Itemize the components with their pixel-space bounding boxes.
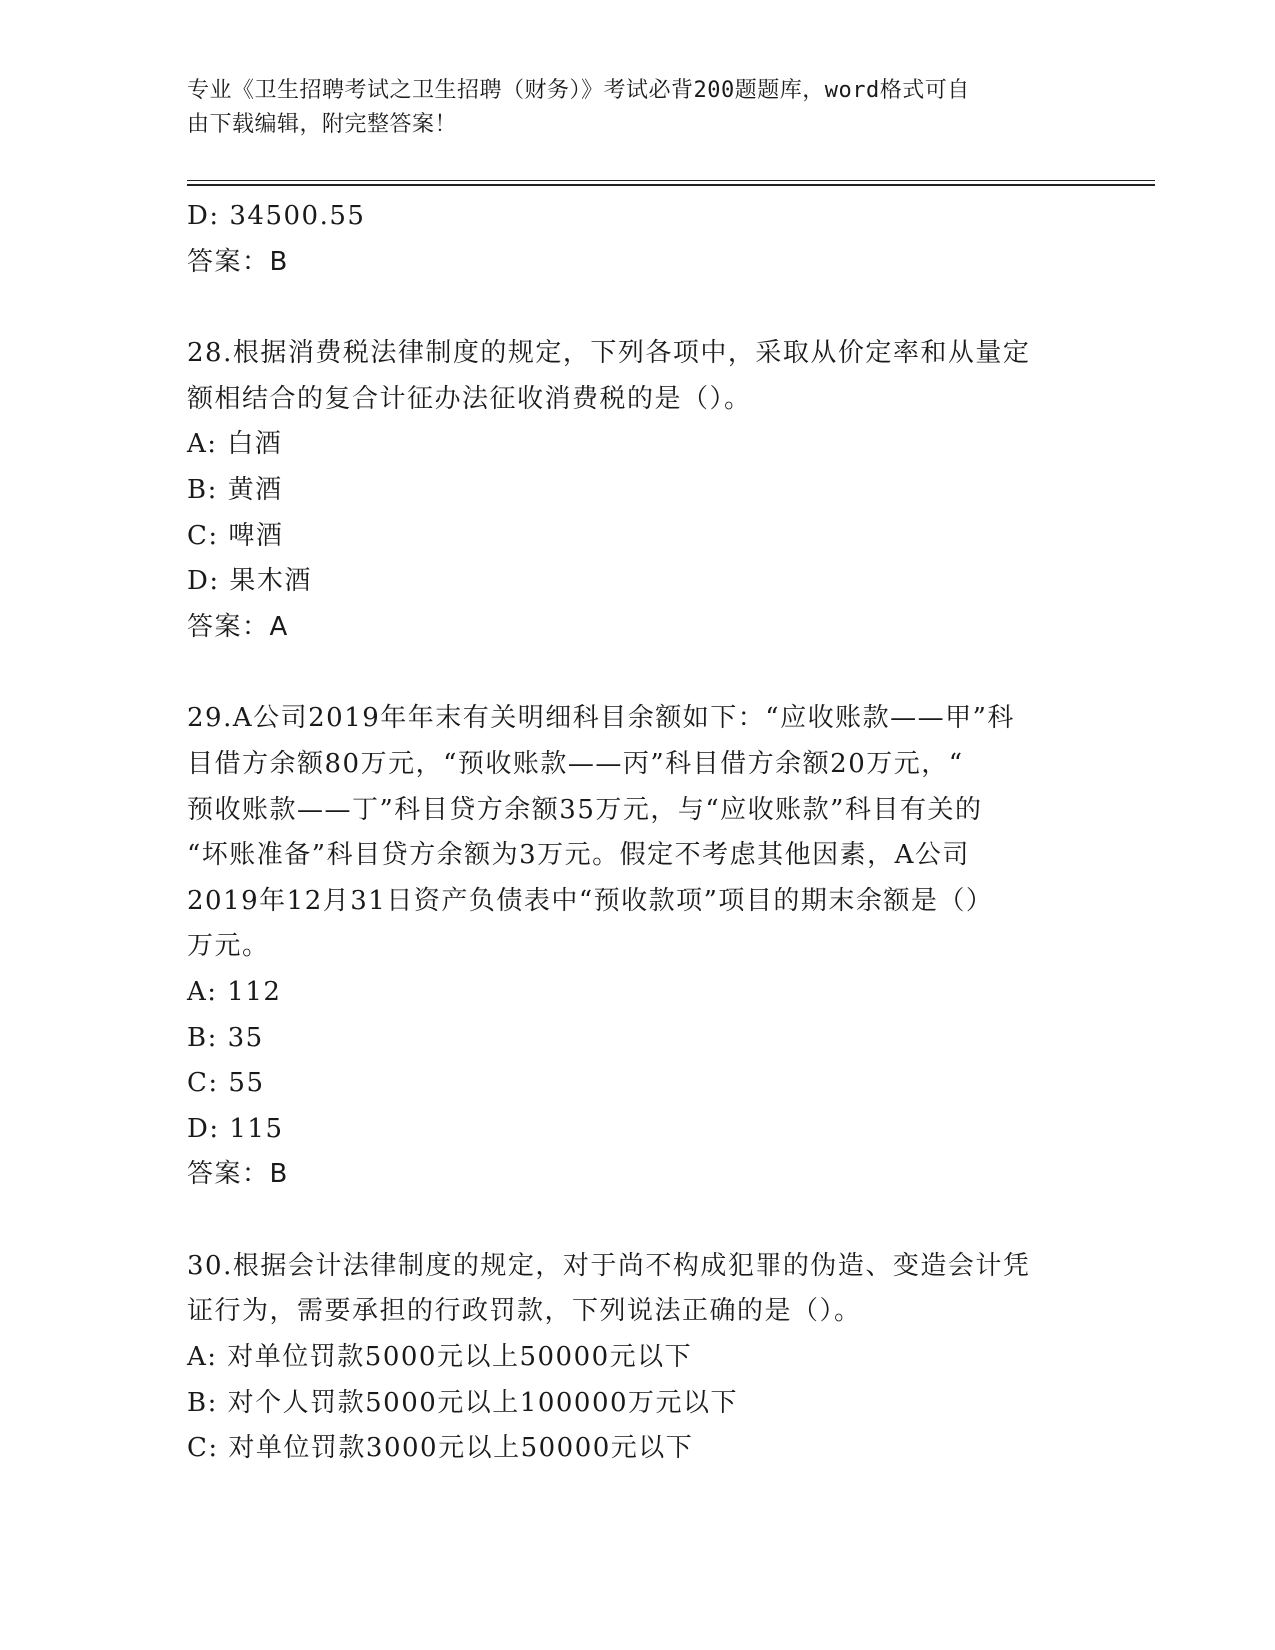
option-a: A: 白酒 xyxy=(187,429,283,460)
option-c: C: 对单位罚款3000元以上50000元以下 xyxy=(187,1433,694,1464)
question-30 xyxy=(187,1244,1087,1472)
spacer xyxy=(187,650,1087,696)
question-text-line: 目借方余额80万元，“预收账款——丙”科目借方余额20万元，“ xyxy=(187,748,964,779)
question-29 xyxy=(187,696,1087,1198)
header-line-1: 专业《卫生招聘考试之卫生招聘（财务）》考试必背200题题库，word格式可自 xyxy=(187,78,970,103)
document-body xyxy=(187,194,1087,1472)
option-b: B: 35 xyxy=(187,1022,264,1053)
option-d: D: 果木酒 xyxy=(187,566,312,597)
option-b: B: 黄酒 xyxy=(187,474,283,505)
spacer xyxy=(187,285,1087,331)
option-b: B: 对个人罚款5000元以上100000万元以下 xyxy=(187,1387,739,1418)
option-a: A: 112 xyxy=(187,976,282,1007)
question-text-line: “坏账准备”科目贷方余额为3万元。假定不考虑其他因素，A公司 xyxy=(187,840,970,871)
option-d: D: 115 xyxy=(187,1113,284,1144)
option-a: A: 对单位罚款5000元以上50000元以下 xyxy=(187,1342,693,1373)
document-header xyxy=(187,74,1067,142)
header-divider-thick xyxy=(187,184,1155,186)
header-divider-thin xyxy=(187,180,1155,181)
answer-line: 答案：B xyxy=(187,1159,289,1190)
question-text-line: 额相结合的复合计征办法征收消费税的是（）。 xyxy=(187,383,752,414)
question-text-line: 28.根据消费税法律制度的规定，下列各项中，采取从价定率和从量定 xyxy=(187,338,1031,369)
question-28 xyxy=(187,331,1087,650)
question-text-line: 30.根据会计法律制度的规定，对于尚不构成犯罪的伪造、变造会计凭 xyxy=(187,1250,1031,1281)
question-text-line: 2019年12月31日资产负债表中“预收款项”项目的期末余额是（） xyxy=(187,885,994,916)
question-text-line: 证行为，需要承担的行政罚款，下列说法正确的是（）。 xyxy=(187,1296,862,1327)
answer-line: 答案：B xyxy=(187,246,289,277)
header-line-2: 由下载编辑，附完整答案！ xyxy=(187,112,458,137)
option-c: C: 啤酒 xyxy=(187,520,284,551)
answer-line: 答案：A xyxy=(187,611,289,642)
question-text-line: 预收账款——丁”科目贷方余额35万元，与“应收账款”科目有关的 xyxy=(187,794,983,825)
option-d: D: 34500.55 xyxy=(187,201,366,231)
question-text-line: 万元。 xyxy=(187,931,270,962)
spacer xyxy=(187,1198,1087,1244)
option-c: C: 55 xyxy=(187,1068,265,1099)
question-text-line: 29.A公司2019年年末有关明细科目余额如下：“应收账款——甲”科 xyxy=(187,703,1015,734)
